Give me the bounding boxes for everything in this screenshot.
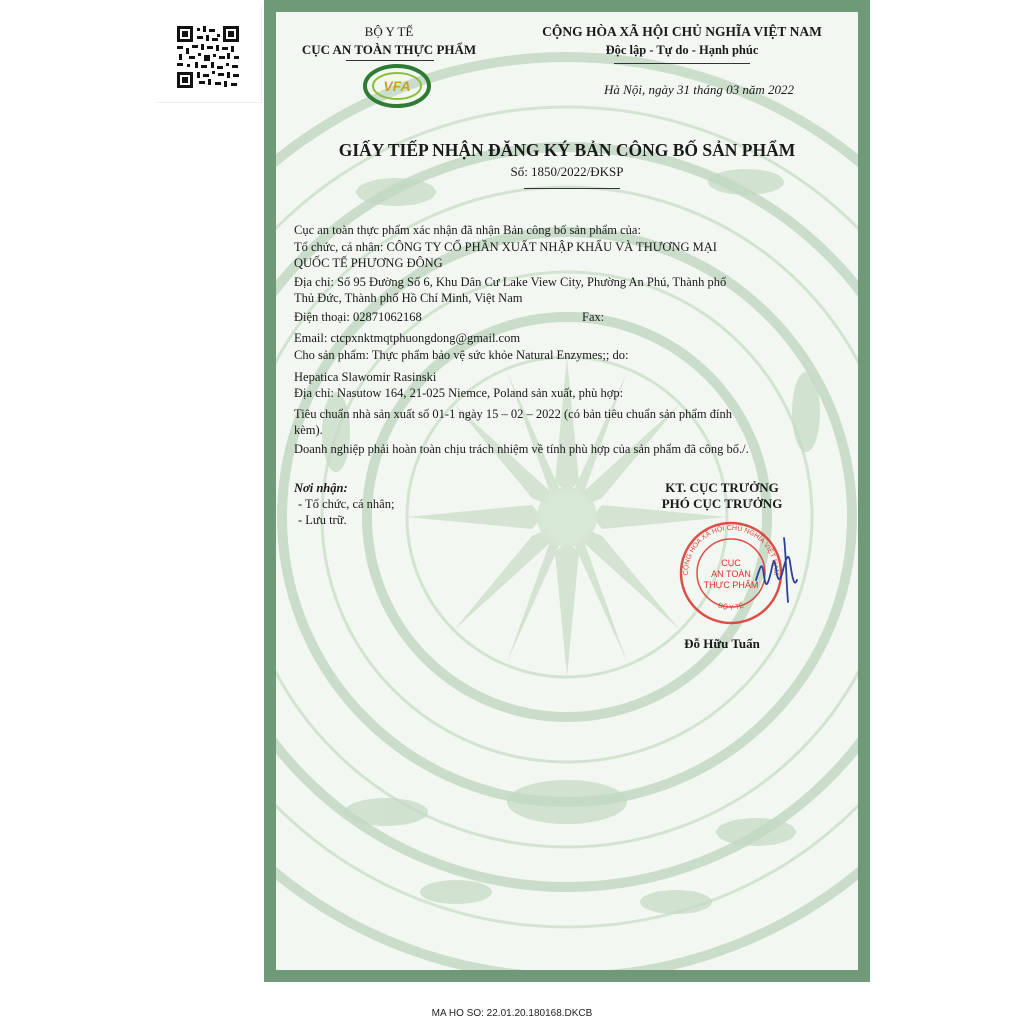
seal-center-line: AN TOÀN [711,569,751,579]
address-line-1: Địa chỉ: Số 95 Đường Số 6, Khu Dân Cư Lake View City, Phường An Phú, Thành phố [294,275,727,289]
certificate-paper [276,12,858,970]
intro-text: Cục an toàn thực phẩm xác nhận đã nhận Bản công bố sản phẩm của: [294,223,641,237]
place-and-date: Hà Nội, ngày 31 tháng 03 năm 2022 [604,82,794,97]
document-number: Số: 1850/2022/ĐKSP [510,164,624,179]
qr-code-icon [177,26,239,88]
dossier-code: MA HO SO: 22.01.20.180168.DKCB [431,1008,593,1019]
certificate-frame [264,0,870,982]
responsibility-statement: Doanh nghiệp phải hoàn toàn chịu trách nhiệm về tính phù hợp của sản phẩm đã công bố./. [294,442,749,456]
signer-title-1: KT. CỤC TRƯỞNG [665,480,779,495]
address-line-2: Thủ Đức, Thành phố Hồ Chí Minh, Việt Nam [294,291,523,305]
document-title: GIẤY TIẾP NHẬN ĐĂNG KÝ BẢN CÔNG BỐ SẢN PHẨM [338,140,796,160]
organization-line-1: Tổ chức, cá nhân: CÔNG TY CỔ PHẦN XUẤT NHẬP KHẨU VÀ THƯƠNG MẠI [294,240,717,254]
title-underline [524,188,620,189]
manufacturer-address: Địa chỉ: Nasutow 164, 21-025 Niemce, Poland sản xuất, phù hợp: [294,386,624,400]
official-seal [676,518,806,626]
seal-center-line: THỰC PHẨM [703,580,759,590]
signer-title-2: PHÓ CỤC TRƯỞNG [661,496,783,511]
manufacturer-name: Hepatica Slawomir Rasinski [294,370,437,384]
qr-code-panel [157,6,262,103]
seal-ring-top-text: CỘNG HÒA XÃ HỘI CHỦ NGHĨA VIỆT NAM [682,524,780,576]
header-left-underline [346,60,434,61]
email-address: Email: ctcpxnktmqtphuongdong@gmail.com [294,331,521,345]
seal-ring-bottom-text: BỘ Y TẾ [717,602,745,612]
ministry-name: BỘ Y TẾ [364,24,414,39]
organization-line-2: QUỐC TẾ PHƯƠNG ĐÔNG [294,256,443,270]
recipient-item: - Lưu trữ. [298,513,347,527]
fax-number: Fax: [582,310,605,324]
department-name: CỤC AN TOÀN THỰC PHẨM [301,42,477,57]
phone-number: Điện thoại: 02871062168 [294,310,422,324]
seal-center-line: CỤC [721,558,741,568]
republic-name: CỘNG HÒA XÃ HỘI CHỦ NGHĨA VIỆT NAM [542,24,822,39]
vfa-logo-text: VFA [383,78,411,94]
recipients-label: Nơi nhận: [294,481,348,495]
svg-text:BỘ Y TẾ [717,599,745,611]
recipient-item: - Tổ chức, cá nhân; [298,497,395,511]
product-line: Cho sản phẩm: Thực phẩm bảo vệ sức khỏe Natural Enzymes;; do: [294,348,629,362]
standard-line-1: Tiêu chuẩn nhà sản xuất số 01-1 ngày 15 – 02 – 2022 (có bản tiêu chuẩn sản phẩm đính [294,407,733,421]
signer-name: Đỗ Hữu Tuấn [684,636,760,651]
national-motto: Độc lập - Tự do - Hạnh phúc [605,43,759,57]
standard-line-2: kèm). [294,423,323,437]
header-right-underline [614,63,750,64]
